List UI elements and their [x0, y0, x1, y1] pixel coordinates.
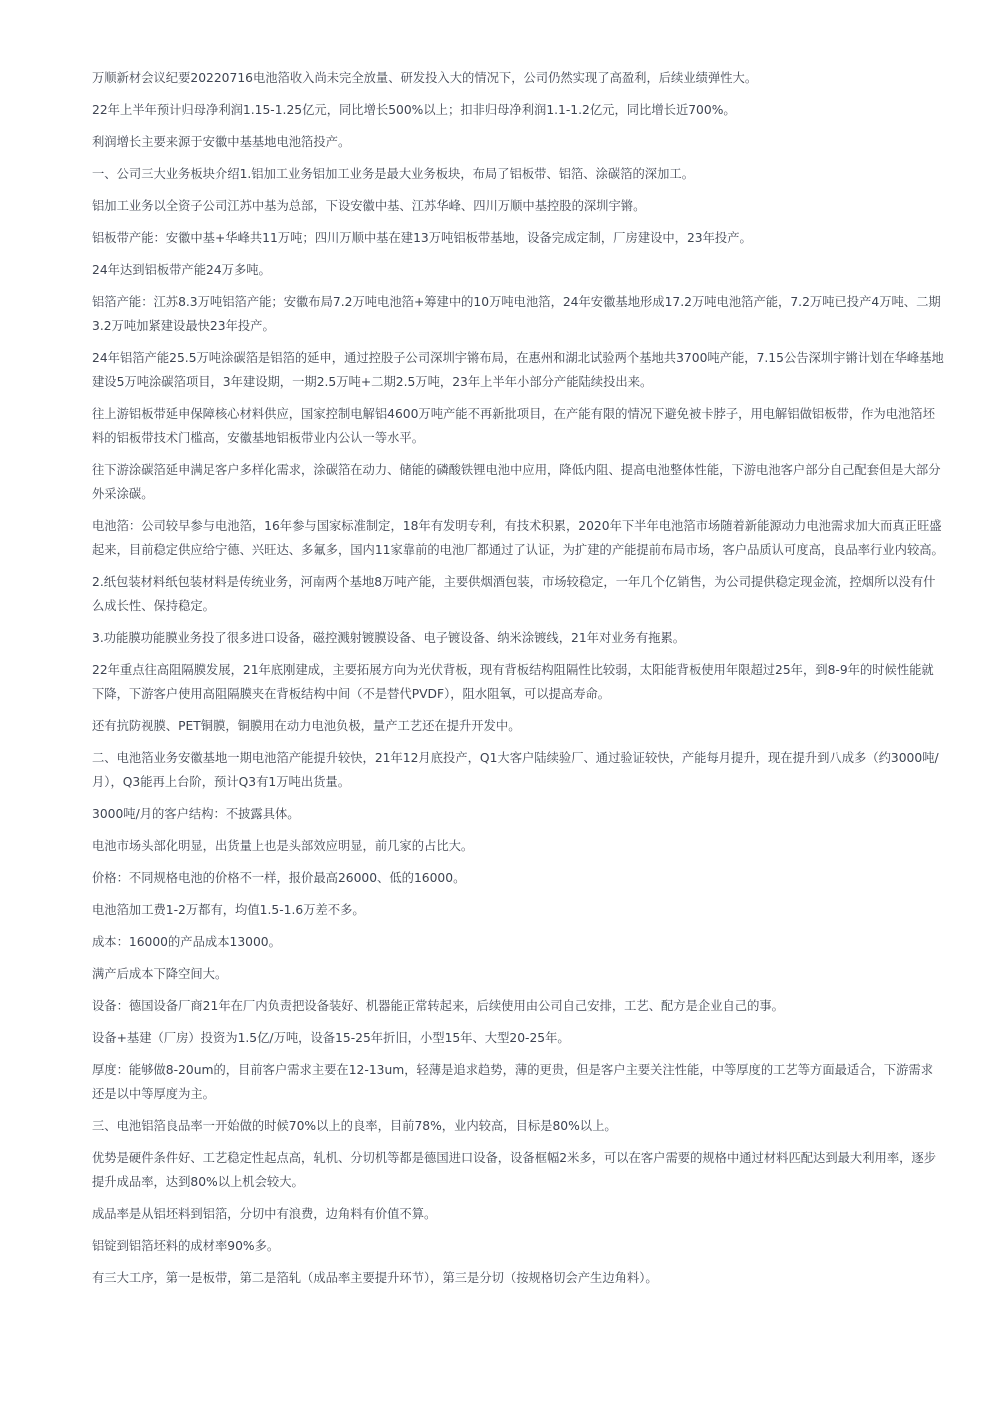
paragraph-yield-definition: 成品率是从铝坯料到铝箔，分切中有浪费，边角料有价值不算。 [92, 1207, 437, 1221]
paragraph-aluminum-structure: 铝加工业务以全资子公司江苏中基为总部，下设安徽中基、江苏华峰、四川万顺中基控股的深圳宇锵。 [92, 199, 646, 213]
paragraph-profit-source: 利润增长主要来源于安徽中基基地电池箔投产。 [92, 135, 351, 149]
paragraph-profit-forecast: 22年上半年预计归母净利润1.15-1.25亿元，同比增长500%以上；扣非归母净利润1.1-1.2亿元，同比增长近700%。 [92, 103, 736, 117]
paragraph-customer-structure: 3000吨/月的客户结构：不披露具体。 [92, 807, 300, 821]
paragraph-downstream-extension: 往下游涂碳箔延申满足客户多样化需求，涂碳箔在动力、储能的磷酸铁锂电池中应用，降低内阻、提高电池整体性能，下游电池客户部分自己配套但是大部分外采涂碳。 [92, 463, 941, 501]
paragraph-battery-foil: 电池箔：公司较早参与电池箔，16年参与国家标准制定，18年有发明专利，有技术积累，2020年下半年电池箔市场随着新能源动力电池需求加大而真正旺盛起来，目前稳定供应给宁德、兴旺达、多氟多，国内11家靠前的电池厂都通过了认证，为扩建的产能提前布局市场，客户品质认可度高，良品率行业内较高。 [92, 519, 944, 557]
paragraph-three-processes: 有三大工序，第一是板带，第二是箔轧（成品率主要提升环节），第三是分切（按规格切会产生边角料）。 [92, 1271, 658, 1285]
paragraph-paper-packaging: 2.纸包装材料纸包装材料是传统业务，河南两个基地8万吨产能，主要供烟酒包装，市场较稳定，一年几个亿销售，为公司提供稳定现金流，控烟所以没有什么成长性、保持稳定。 [92, 575, 936, 613]
paragraph-price: 价格：不同规格电池的价格不一样，报价最高26000、低的16000。 [92, 871, 466, 885]
paragraph-section-three-heading: 三、电池铝箔良品率一开始做的时候70%以上的良率，目前78%，业内较高，目标是80%以上。 [92, 1119, 617, 1133]
paragraph-strip-capacity-2024: 24年达到铝板带产能24万多吨。 [92, 263, 271, 277]
paragraph-cost: 成本：16000的产品成本13000。 [92, 935, 281, 949]
paragraph-foil-capacity: 铝箔产能：江苏8.3万吨铝箔产能；安徽布局7.2万吨电池箔+筹建中的10万吨电池箔，24年安徽基地形成17.2万吨电池箔产能，7.2万吨已投产4万吨、二期3.2万吨加紧建设最快23年投产。 [92, 295, 941, 333]
paragraph-cost-reduction: 满产后成本下降空间大。 [92, 967, 228, 981]
paragraph-upstream-extension: 往上游铝板带延申保障核心材料供应，国家控制电解铝4600万吨产能不再新批项目，在产能有限的情况下避免被卡脖子，用电解铝做铝板带，作为电池箔坯料的铝板带技术门槛高，安徽基地铝板带业内公认一等水平。 [92, 407, 935, 445]
paragraph-advantages: 优势是硬件条件好、工艺稳定性起点高，轧机、分切机等都是德国进口设备，设备框幅2米多，可以在客户需要的规格中通过材料匹配达到最大利用率，逐步提升成品率，达到80%以上机会较大。 [92, 1151, 937, 1189]
paragraph-ingot-yield: 铝锭到铝箔坯料的成材率90%多。 [92, 1239, 280, 1253]
paragraph-barrier-film: 22年重点往高阻隔膜发展，21年底刚建成，主要拓展方向为光伏背板，现有背板结构阻隔性比较弱，太阳能背板使用年限超过25年，到8-9年的时候性能就下降，下游客户使用高阻隔膜夹在背板结构中间（不是替代PVDF），阻水阻氧，可以提高寿命。 [92, 663, 934, 701]
paragraph-title-summary: 万顺新材会议纪要20220716电池箔收入尚未完全放量、研发投入大的情况下，公司仍然实现了高盈利，后续业绩弹性大。 [92, 71, 758, 85]
paragraph-section-one-heading: 一、公司三大业务板块介绍1.铝加工业务铝加工业务是最大业务板块，布局了铝板带、铝箔、涂碳箔的深加工。 [92, 167, 694, 181]
paragraph-carbon-coated-foil: 24年铝箔产能25.5万吨涂碳箔是铝箔的延申，通过控股子公司深圳宇锵布局，在惠州和湖北试验两个基地共3700吨产能，7.15公告深圳宇锵计划在华峰基地建设5万吨涂碳箔项目，3年建设期，一期2.5万吨+二期2.5万吨，23年上半年小部分产能陆续投出来。 [92, 351, 944, 389]
paragraph-thickness: 厚度：能够做8-20um的，目前客户需求主要在12-13um，轻薄是追求趋势，薄的更贵，但是客户主要关注性能，中等厚度的工艺等方面最适合，下游需求还是以中等厚度为主。 [92, 1063, 933, 1101]
paragraph-investment: 设备+基建（厂房）投资为1.5亿/万吨，设备15-25年折旧，小型15年、大型20-25年。 [92, 1031, 570, 1045]
paragraph-strip-capacity: 铝板带产能：安徽中基+华峰共11万吨；四川万顺中基在建13万吨铝板带基地，设备完成定制，厂房建设中，23年投产。 [92, 231, 752, 245]
paragraph-functional-film: 3.功能膜功能膜业务投了很多进口设备，磁控溅射镀膜设备、电子镀设备、纳米涂镀线，21年对业务有拖累。 [92, 631, 686, 645]
paragraph-equipment: 设备：德国设备厂商21年在厂内负责把设备装好、机器能正常转起来，后续使用由公司自己安排，工艺、配方是企业自己的事。 [92, 999, 784, 1013]
paragraph-processing-fee: 电池箔加工费1-2万都有，均值1.5-1.6万差不多。 [92, 903, 365, 917]
paragraph-market-concentration: 电池市场头部化明显，出货量上也是头部效应明显，前几家的占比大。 [92, 839, 474, 853]
document-body [92, 66, 944, 1290]
paragraph-other-films: 还有抗防视膜、PET铜膜，铜膜用在动力电池负极，量产工艺还在提升开发中。 [92, 719, 521, 733]
paragraph-section-two-heading: 二、电池箔业务安徽基地一期电池箔产能提升较快，21年12月底投产，Q1大客户陆续验厂、通过验证较快，产能每月提升，现在提升到八成多（约3000吨/月），Q3能再上台阶，预计Q3有1万吨出货量。 [92, 751, 939, 789]
